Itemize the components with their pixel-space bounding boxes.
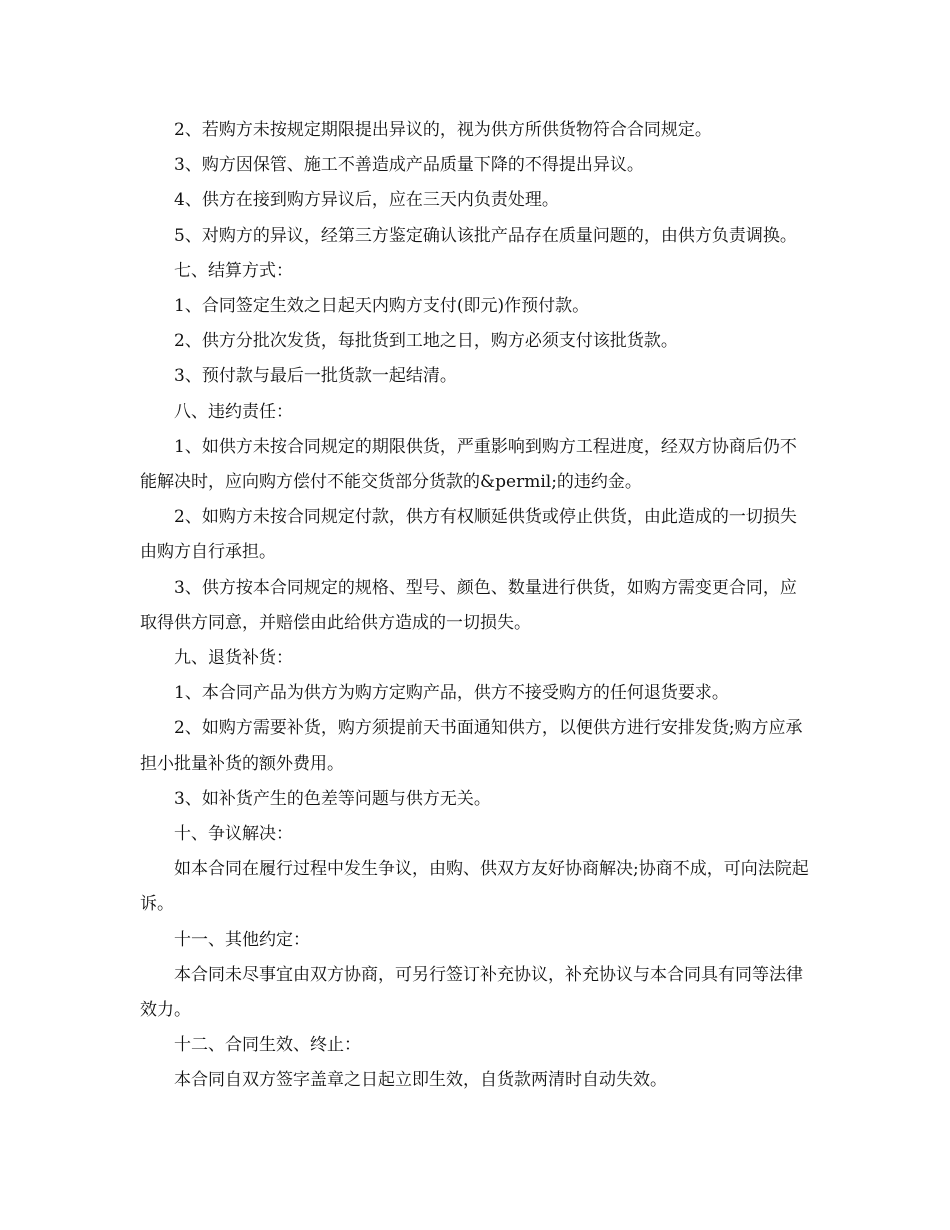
- paragraph-clause-6-5: 5、对购方的异议，经第三方鉴定确认该批产品存在质量问题的，由供方负责调换。: [174, 225, 797, 246]
- section-heading-settlement: 七、结算方式：: [174, 260, 293, 281]
- paragraph-clause-11: 本合同未尽事宜由双方协商，可另行签订补充协议，补充协议与本合同具有同等法律效力。: [140, 964, 803, 1021]
- paragraph-clause-10: 如本合同在履行过程中发生争议，由购、供双方友好协商解决;协商不成，可向法院起诉。: [140, 859, 809, 915]
- paragraph-clause-7-2: 2、供方分批次发货，每批货到工地之日，购方必须支付该批货款。: [174, 331, 678, 352]
- paragraph-clause-9-2: 2、如购方需要补货，购方须提前天书面通知供方，以便供方进行安排发货;购方应承担小批量补货的额外费用。: [140, 718, 803, 774]
- paragraph-clause-6-2: 2、若购方未按规定期限提出异议的，视为供方所供货物符合合同规定。: [174, 120, 712, 140]
- paragraph-clause-8-2: 2、如购方未按合同规定付款，供方有权顺延供货或停止供货，由此造成的一切损失由购方自行承担。: [140, 507, 797, 563]
- section-heading-liability: 八、违约责任：: [174, 401, 293, 422]
- paragraph-clause-6-4: 4、供方在接到购方异议后，应在三天内负责处理。: [174, 190, 559, 211]
- section-heading-other: 十一、其他约定：: [174, 929, 310, 950]
- paragraph-clause-9-1: 1、本合同产品为供方为购方定购产品，供方不接受购方的任何退货要求。: [174, 683, 729, 704]
- document-body: [140, 113, 812, 1099]
- paragraph-clause-8-3: 3、供方按本合同规定的规格、型号、颜色、数量进行供货，如购方需变更合同，应取得供方同意，并赔偿由此给供方造成的一切损失。: [140, 577, 797, 633]
- section-heading-effect: 十二、合同生效、终止：: [174, 1035, 361, 1056]
- section-heading-disputes: 十、争议解决：: [174, 824, 293, 845]
- paragraph-clause-7-3: 3、预付款与最后一批货款一起结清。: [174, 366, 457, 387]
- section-heading-returns: 九、退货补货：: [174, 648, 293, 669]
- paragraph-clause-6-3: 3、购方因保管、施工不善造成产品质量下降的不得提出异议。: [174, 155, 644, 176]
- paragraph-clause-7-1: 1、合同签定生效之日起天内购方支付(即元)作预付款。: [174, 296, 590, 317]
- paragraph-clause-12: 本合同自双方签字盖章之日起立即生效，自货款两清时自动失效。: [174, 1070, 667, 1091]
- paragraph-clause-8-1: 1、如供方未按合同规定的期限供货，严重影响到购方工程进度，经双方协商后仍不能解决时，应向购方偿付不能交货部分货款的&permil;的违约金。: [140, 436, 797, 493]
- paragraph-clause-9-3: 3、如补货产生的色差等问题与供方无关。: [174, 788, 491, 809]
